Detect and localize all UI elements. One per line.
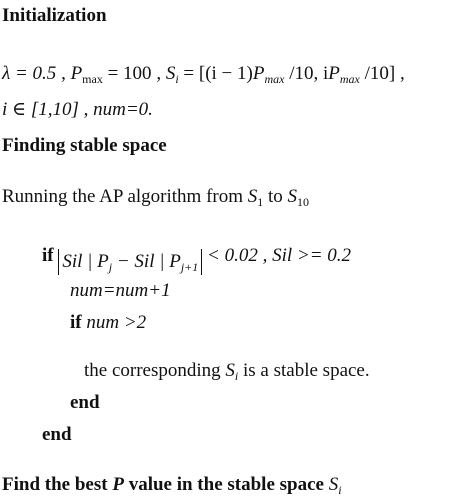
si-subscript: i bbox=[175, 72, 179, 86]
sil-term-1: Sil | P bbox=[62, 251, 109, 272]
if-num-line bbox=[70, 311, 146, 335]
final-text-post: value in the stable space bbox=[123, 474, 329, 495]
si-symbol: S bbox=[328, 474, 339, 495]
if-keyword: if bbox=[42, 245, 54, 266]
pmax-symbol: P bbox=[70, 63, 83, 84]
pmax-value: = 100 bbox=[102, 63, 152, 84]
si-expression-end: /10] , bbox=[359, 63, 405, 84]
s1-symbol: S bbox=[247, 186, 258, 207]
s1-subscript: 1 bbox=[257, 195, 264, 209]
p-symbol: P bbox=[112, 474, 124, 495]
separator: , bbox=[78, 99, 94, 120]
absolute-difference bbox=[58, 249, 202, 275]
running-text: Running the AP algorithm from bbox=[2, 186, 248, 207]
num-init: num=0. bbox=[93, 99, 153, 120]
si-expression: = [(i − 1) bbox=[178, 63, 253, 84]
s10-symbol: S bbox=[287, 186, 298, 207]
end-inner: end bbox=[70, 392, 100, 413]
pmax-symbol: P bbox=[252, 63, 265, 84]
num-increment-line: num=num+1 bbox=[70, 280, 171, 301]
init-parameters-line bbox=[2, 62, 405, 86]
pmax-symbol: P bbox=[328, 63, 340, 84]
sil-term-2: − Sil | P bbox=[112, 251, 181, 272]
pmax-subscript: max bbox=[264, 72, 285, 86]
to-text: to bbox=[263, 186, 288, 207]
pmax-subscript: max bbox=[339, 72, 360, 86]
si-subscript: i bbox=[234, 369, 239, 383]
lambda-value: λ = 0.5 bbox=[2, 63, 57, 84]
heading-finding-stable-space: Finding stable space bbox=[2, 135, 167, 156]
index-range: i ∈ [1,10] bbox=[2, 99, 79, 120]
stable-text-post: is a stable space. bbox=[238, 360, 370, 381]
separator: , bbox=[151, 63, 166, 84]
stable-space-line bbox=[84, 359, 370, 383]
init-range-line bbox=[2, 98, 153, 122]
final-text-pre: Find the best bbox=[2, 474, 113, 495]
num-condition: num >2 bbox=[81, 312, 147, 333]
pmax-subscript: max bbox=[82, 72, 103, 86]
if-keyword: if bbox=[70, 312, 82, 333]
j-subscript: j bbox=[108, 260, 113, 274]
if-condition-line bbox=[42, 244, 351, 275]
j-plus-1-subscript: j+1 bbox=[180, 260, 199, 274]
si-symbol: S bbox=[225, 360, 235, 381]
heading-initialization: Initialization bbox=[2, 5, 107, 26]
final-step-line bbox=[2, 473, 342, 497]
running-line bbox=[2, 185, 309, 209]
si-subscript: i bbox=[338, 483, 342, 497]
separator: , bbox=[56, 63, 71, 84]
si-expression-mid: /10, i bbox=[284, 63, 329, 84]
si-symbol: S bbox=[165, 63, 176, 84]
threshold-condition: < 0.02 , Sil >= 0.2 bbox=[202, 245, 352, 266]
stable-text-pre: the corresponding bbox=[84, 360, 226, 381]
end-outer: end bbox=[42, 424, 72, 445]
s10-subscript: 10 bbox=[297, 195, 310, 209]
